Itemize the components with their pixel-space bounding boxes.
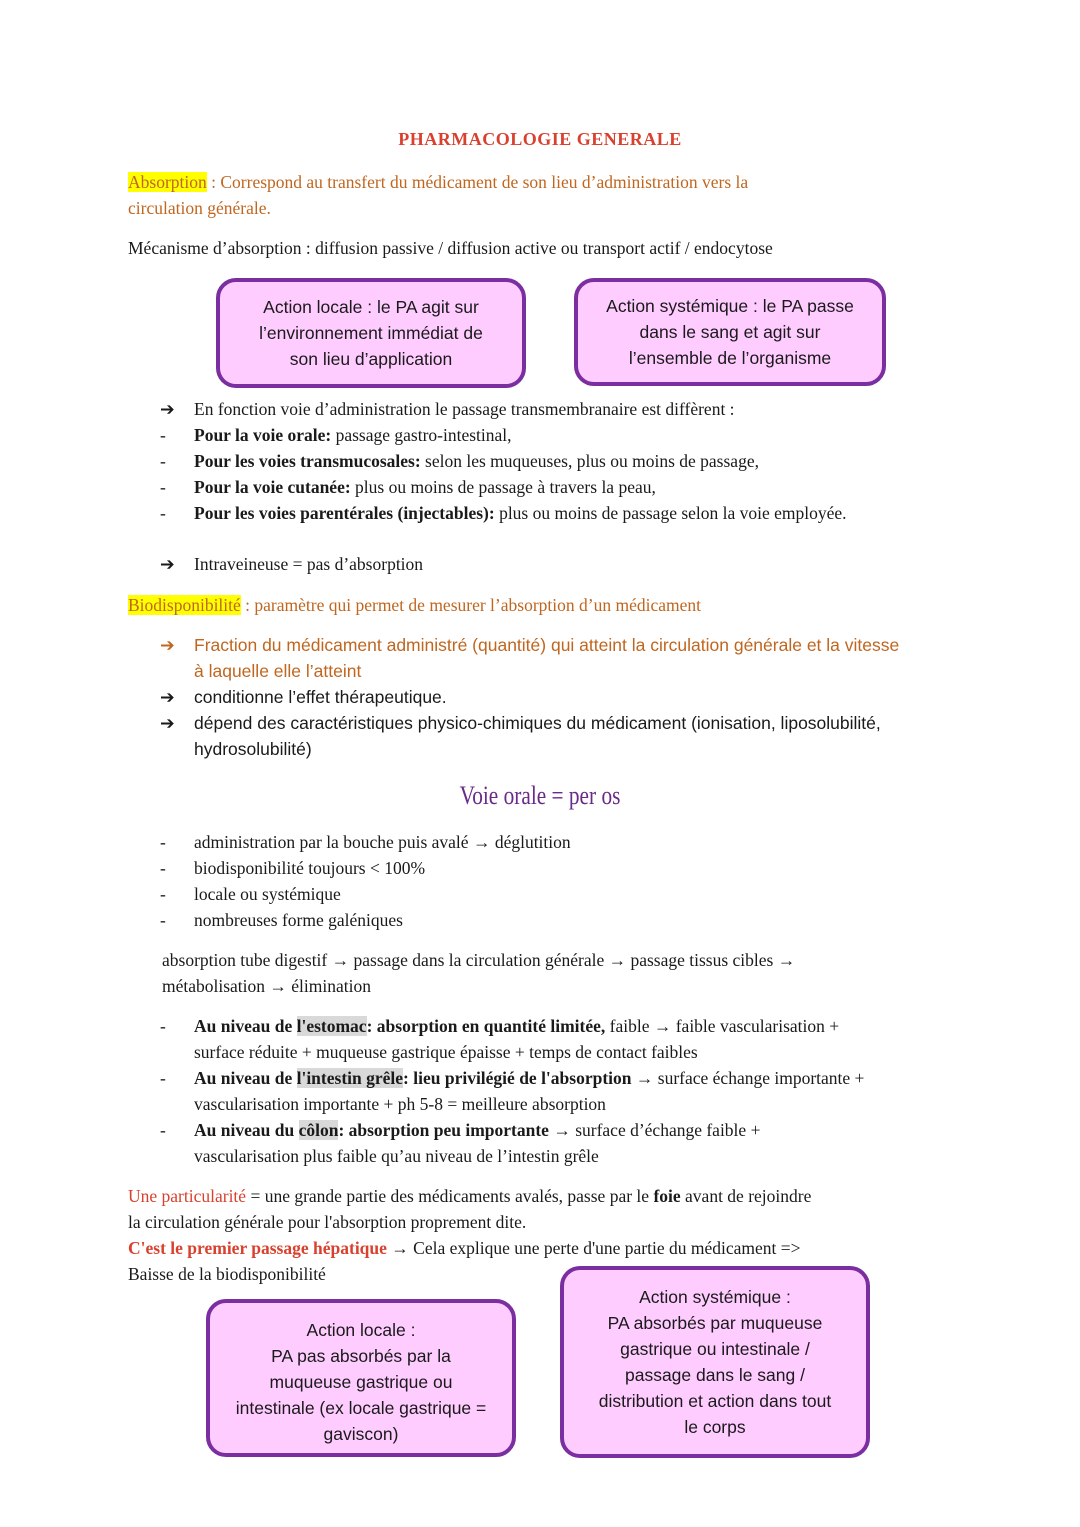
particularite-foie: foie: [653, 1186, 681, 1206]
arrow-icon: ➔: [160, 399, 175, 419]
box-line: passage dans le sang /: [624, 1365, 805, 1385]
particularite-term: Une particularité: [128, 1186, 247, 1206]
orale-point: nombreuses forme galéniques: [194, 910, 403, 930]
parcours-medicament: [162, 947, 952, 999]
voie-orale-item: [194, 422, 954, 448]
voie-label: Pour la voie orale:: [194, 425, 332, 445]
box-line: distribution et action dans tout: [598, 1391, 832, 1411]
box-line: gaviscon): [323, 1424, 399, 1444]
box-action-locale: [216, 278, 526, 388]
particularite-line4: Baisse de la biodisponibilité: [128, 1264, 326, 1284]
box-action-systemique: [574, 278, 886, 386]
parcours-line2: métabolisation → élimination: [162, 976, 371, 996]
niveau-organ: l'estomac: [296, 1016, 367, 1036]
parcours-line1: absorption tube digestif → passage dans la circulation générale → passage tissus cibles →: [162, 950, 796, 970]
arrow-icon: ➔: [160, 687, 175, 707]
dash-icon: -: [160, 910, 166, 930]
dash-icon: -: [160, 425, 166, 445]
box-line: Action locale :: [306, 1320, 416, 1340]
box-line: Action systémique :: [639, 1287, 791, 1307]
arrow-icon: ➔: [160, 554, 175, 574]
dash-icon: -: [160, 451, 166, 471]
voie-text: passage gastro-intestinal,: [331, 425, 512, 445]
voie-text: selon les muqueuses, plus ou moins de passage,: [420, 451, 759, 471]
box-action-locale-line2: l’environnement immédiat de: [259, 323, 483, 343]
arrow-icon: ➔: [160, 635, 175, 655]
point-line: Fraction du médicament administré (quantité) qui atteint la circulation générale et la vitesse: [194, 635, 900, 655]
box-action-systemique-line3: l’ensemble de l’organisme: [628, 348, 832, 368]
biodisponibilite-term: Biodisponibilité: [128, 595, 241, 615]
niveau-colon: [194, 1117, 964, 1169]
voie-intro: En fonction voie d’administration le passage transmembranaire est diffèrent :: [194, 399, 735, 419]
niveau-bold: : absorption en quantité limitée,: [366, 1016, 606, 1036]
voie-label: Pour la voie cutanée:: [194, 477, 351, 497]
voie-parenterale-item: [194, 500, 994, 526]
niveau-rest: → surface d’échange faible +: [548, 1120, 761, 1140]
dash-icon: -: [160, 832, 166, 852]
biodisponibilite-point-2: conditionne l’effet thérapeutique.: [194, 687, 447, 707]
dash-icon: -: [160, 503, 166, 523]
voie-text: plus ou moins de passage selon la voie employée.: [494, 503, 847, 523]
absorption-definition: [128, 169, 958, 221]
niveau-organ: côlon: [298, 1120, 339, 1140]
niveau-rest: faible → faible vascularisation +: [605, 1016, 840, 1036]
intraveineuse: Intraveineuse = pas d’absorption: [194, 554, 424, 574]
dash-icon: -: [160, 1120, 166, 1140]
niveau-pre: Au niveau du: [194, 1120, 299, 1140]
box-line: PA pas absorbés par la: [271, 1346, 451, 1366]
niveau-pre: Au niveau de: [194, 1016, 297, 1036]
voie-label: Pour les voies transmucosales:: [194, 451, 421, 471]
biodisponibilite-text: : paramètre qui permet de mesurer l’absorption d’un médicament: [240, 595, 701, 615]
niveau-organ: l'intestin grêle: [296, 1068, 404, 1088]
box-action-locale-line3: son lieu d’application: [289, 349, 453, 369]
particularite-line2: la circulation générale pour l'absorption proprement dite.: [128, 1212, 527, 1232]
point-line: dépend des caractéristiques physico-chimiques du médicament (ionisation, liposolubilité,: [194, 713, 881, 733]
voie-transmucosale-item: [194, 448, 954, 474]
point-line: à laquelle elle l’atteint: [194, 661, 362, 681]
orale-point: administration par la bouche puis avalé → déglutition: [194, 832, 571, 852]
dash-icon: -: [160, 1068, 166, 1088]
niveau-estomac: [194, 1013, 964, 1065]
particularite-text1: = une grande partie des médicaments avalés, passe par le: [246, 1186, 654, 1206]
dash-icon: -: [160, 858, 166, 878]
niveau-rest: → surface échange importante +: [631, 1068, 865, 1088]
voie-text: plus ou moins de passage à travers la peau,: [350, 477, 656, 497]
box-line: intestinale (ex locale gastrique =: [235, 1398, 487, 1418]
niveau-bold: : lieu privilégié de l'absorption: [403, 1068, 632, 1088]
orale-point: locale ou systémique: [194, 884, 341, 904]
particularite-text2: avant de rejoindre: [680, 1186, 812, 1206]
box-action-systemique-line1: Action systémique : le PA passe: [606, 296, 854, 316]
point-line: hydrosolubilité): [194, 739, 312, 759]
absorption-term: Absorption: [128, 172, 207, 192]
biodisponibilite-point-1: [194, 632, 974, 684]
mecanisme-absorption: Mécanisme d’absorption : diffusion passive / diffusion active ou transport actif / endocytose: [128, 238, 773, 258]
dash-icon: -: [160, 1016, 166, 1036]
orale-point: biodisponibilité toujours < 100%: [194, 858, 426, 878]
niveau-line2: vascularisation importante + ph 5-8 = meilleure absorption: [194, 1094, 606, 1114]
premier-passage-hepatique: C'est le premier passage hépatique: [128, 1238, 387, 1258]
voie-orale-title: Voie orale = per os: [459, 781, 621, 810]
biodisponibilite-point-3: [194, 710, 974, 762]
box-action-locale-orale: [206, 1299, 516, 1457]
niveau-pre: Au niveau de: [194, 1068, 297, 1088]
absorption-definition-line2: circulation générale.: [128, 198, 271, 218]
box-action-locale-line1: Action locale : le PA agit sur: [263, 297, 479, 317]
particularite-line3: → Cela explique une perte d'une partie du médicament =>: [386, 1238, 801, 1258]
page-title: PHARMACOLOGIE GENERALE: [398, 129, 682, 149]
box-line: muqueuse gastrique ou: [269, 1372, 453, 1392]
box-line: le corps: [684, 1417, 746, 1437]
box-action-systemique-line2: dans le sang et agit sur: [639, 322, 821, 342]
box-action-systemique-orale: [560, 1266, 870, 1458]
niveau-line2: surface réduite + muqueuse gastrique épaisse + temps de contact faibles: [194, 1042, 698, 1062]
dash-icon: -: [160, 884, 166, 904]
box-line: gastrique ou intestinale /: [620, 1339, 810, 1359]
voie-cutanee-item: [194, 474, 954, 500]
arrow-icon: ➔: [160, 713, 175, 733]
voie-label: Pour les voies parentérales (injectables):: [194, 503, 495, 523]
absorption-definition-line1: : Correspond au transfert du médicament de son lieu d’administration vers la: [206, 172, 749, 192]
niveau-line2: vascularisation plus faible qu’au niveau de l’intestin grêle: [194, 1146, 599, 1166]
niveau-intestin: [194, 1065, 964, 1117]
box-line: PA absorbés par muqueuse: [607, 1313, 823, 1333]
dash-icon: -: [160, 477, 166, 497]
niveau-bold: : absorption peu importante: [338, 1120, 549, 1140]
biodisponibilite-definition: [128, 592, 958, 618]
